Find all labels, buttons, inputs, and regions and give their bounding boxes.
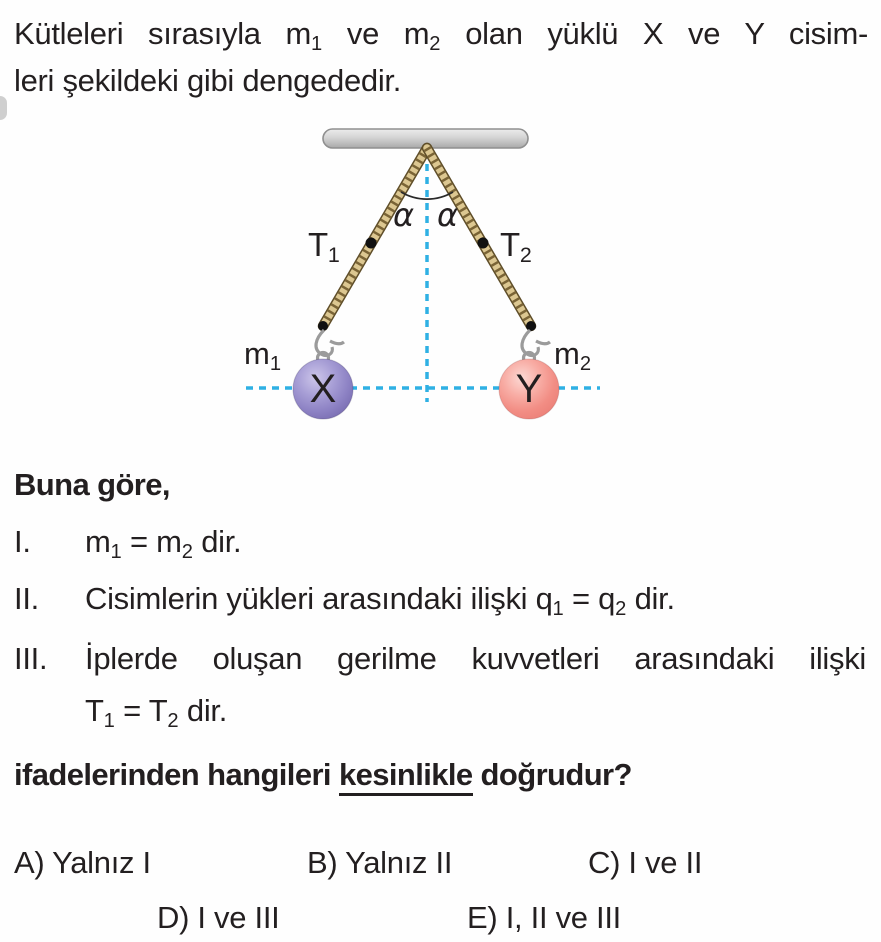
statement-1-text: $m_1 = m_2$ dir. [85, 524, 242, 564]
hook-right [522, 330, 550, 364]
sphere-x-letter: X [309, 367, 337, 411]
statement-2-numeral: II. [14, 581, 39, 616]
statement-3-text-line2: $T_1 = T_2$ dir. [85, 693, 228, 733]
mass-label-m1: $m_1$ [244, 336, 282, 376]
option-a: A) Yalnız I [14, 845, 151, 880]
tension-dot-right [478, 238, 489, 249]
mass-label-m2: $m_2$ [554, 336, 592, 376]
option-d: D) I ve III [157, 900, 280, 935]
option-c: C) I ve II [588, 845, 703, 880]
prompt-heading: Buna göre, [14, 467, 170, 502]
tension-label-t1: $T_1$ [308, 226, 340, 268]
option-e: E) I, II ve III [467, 900, 621, 935]
final-question-suffix: doğrudur? [472, 757, 632, 792]
final-question-underlined-word: kesinlikle [339, 757, 473, 796]
angle-label-right: α [437, 196, 459, 234]
question-text-line1: Kütleleri sırasıyla $m_1$ ve $m_2$ olan yüklü X ve Y cisim- [14, 16, 868, 56]
statement-3-text-line1: İplerde oluşan gerilme kuvvetleri arasındaki ilişki [85, 641, 866, 676]
final-question [14, 751, 632, 798]
angle-label-left: α [393, 196, 415, 234]
statement-1-numeral: I. [14, 524, 31, 559]
tension-dot-left [366, 238, 377, 249]
hook-left [316, 330, 344, 364]
statement-3-numeral: III. [14, 641, 48, 676]
statement-2-text: Cisimlerin yükleri arasındaki ilişki $q_1 = q_2$ dir. [85, 581, 675, 621]
final-question-prefix: ifadelerinden hangileri [14, 757, 339, 792]
rope-end-dot-right [526, 321, 536, 331]
tension-label-t2: $T_2$ [500, 226, 532, 268]
question-text-line2: leri şekildeki gibi dengededir. [14, 63, 402, 98]
option-b: B) Yalnız II [307, 845, 453, 880]
sphere-y-letter: Y [515, 367, 543, 411]
